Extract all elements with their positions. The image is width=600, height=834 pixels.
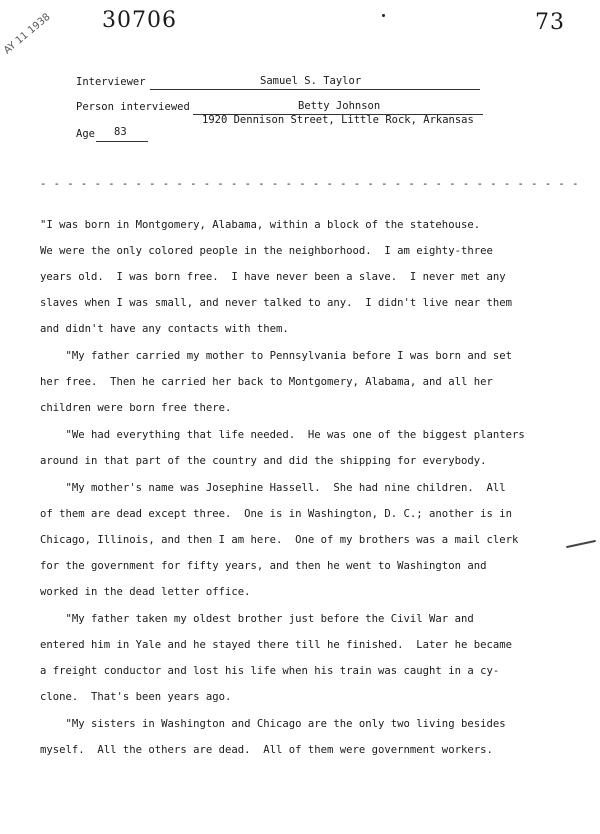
page-number: 73 xyxy=(535,10,565,35)
age-underline xyxy=(96,141,148,142)
text-line: clone. That's been years ago. xyxy=(40,691,232,703)
text-line: "My father carried my mother to Pennsylvania before I was born and set xyxy=(40,350,512,362)
ink-dot xyxy=(382,14,385,17)
age-value: 83 xyxy=(114,126,127,138)
person-interviewed-label: Person interviewed xyxy=(76,101,190,113)
text-line: "My sisters in Washington and Chicago are the only two living besides xyxy=(40,718,506,730)
text-line: myself. All the others are dead. All of them were government workers. xyxy=(40,744,493,756)
text-line: We were the only colored people in the neighborhood. I am eighty-three xyxy=(40,245,493,257)
text-line: years old. I was born free. I have never been a slave. I never met any xyxy=(40,271,506,283)
text-line: "We had everything that life needed. He was one of the biggest planters xyxy=(40,429,525,441)
margin-pen-mark xyxy=(566,540,596,548)
text-line: and didn't have any contacts with them. xyxy=(40,323,289,335)
address: 1920 Dennison Street, Little Rock, Arkansas xyxy=(202,114,474,126)
text-line: "My mother's name was Josephine Hassell. She had nine children. All xyxy=(40,482,506,494)
text-line: children were born free there. xyxy=(40,402,232,414)
text-line: of them are dead except three. One is in Washington, D. C.; another is in xyxy=(40,508,512,520)
text-line: Chicago, Illinois, and then I am here. One of my brothers was a mail clerk xyxy=(40,534,519,546)
text-line: around in that part of the country and did the shipping for everybody. xyxy=(40,455,487,467)
document-number: 30706 xyxy=(102,8,177,33)
text-line: "I was born in Montgomery, Alabama, within a block of the statehouse. xyxy=(40,219,481,231)
interviewer-label: Interviewer xyxy=(76,76,146,88)
text-line: her free. Then he carried her back to Montgomery, Alabama, and all her xyxy=(40,376,493,388)
date-stamp: AY 11 1938 xyxy=(2,11,53,57)
person-interviewed-value: Betty Johnson xyxy=(298,100,381,112)
text-line: worked in the dead letter office. xyxy=(40,586,251,598)
interviewer-underline xyxy=(150,89,480,90)
text-line: "My father taken my oldest brother just before the Civil War and xyxy=(40,613,474,625)
interviewer-value: Samuel S. Taylor xyxy=(260,75,362,87)
dashed-divider: - - - - - - - - - - - - - - - - - - - - - - - - - - - - - - - - - - - - - - - - xyxy=(40,178,579,190)
text-line: a freight conductor and lost his life when his train was caught in a cy- xyxy=(40,665,500,677)
text-line: entered him in Yale and he stayed there till he finished. Later he became xyxy=(40,639,512,651)
age-label: Age xyxy=(76,128,95,140)
text-line: slaves when I was small, and never talked to any. I didn't live near them xyxy=(40,297,512,309)
text-line: for the government for fifty years, and then he went to Washington and xyxy=(40,560,487,572)
